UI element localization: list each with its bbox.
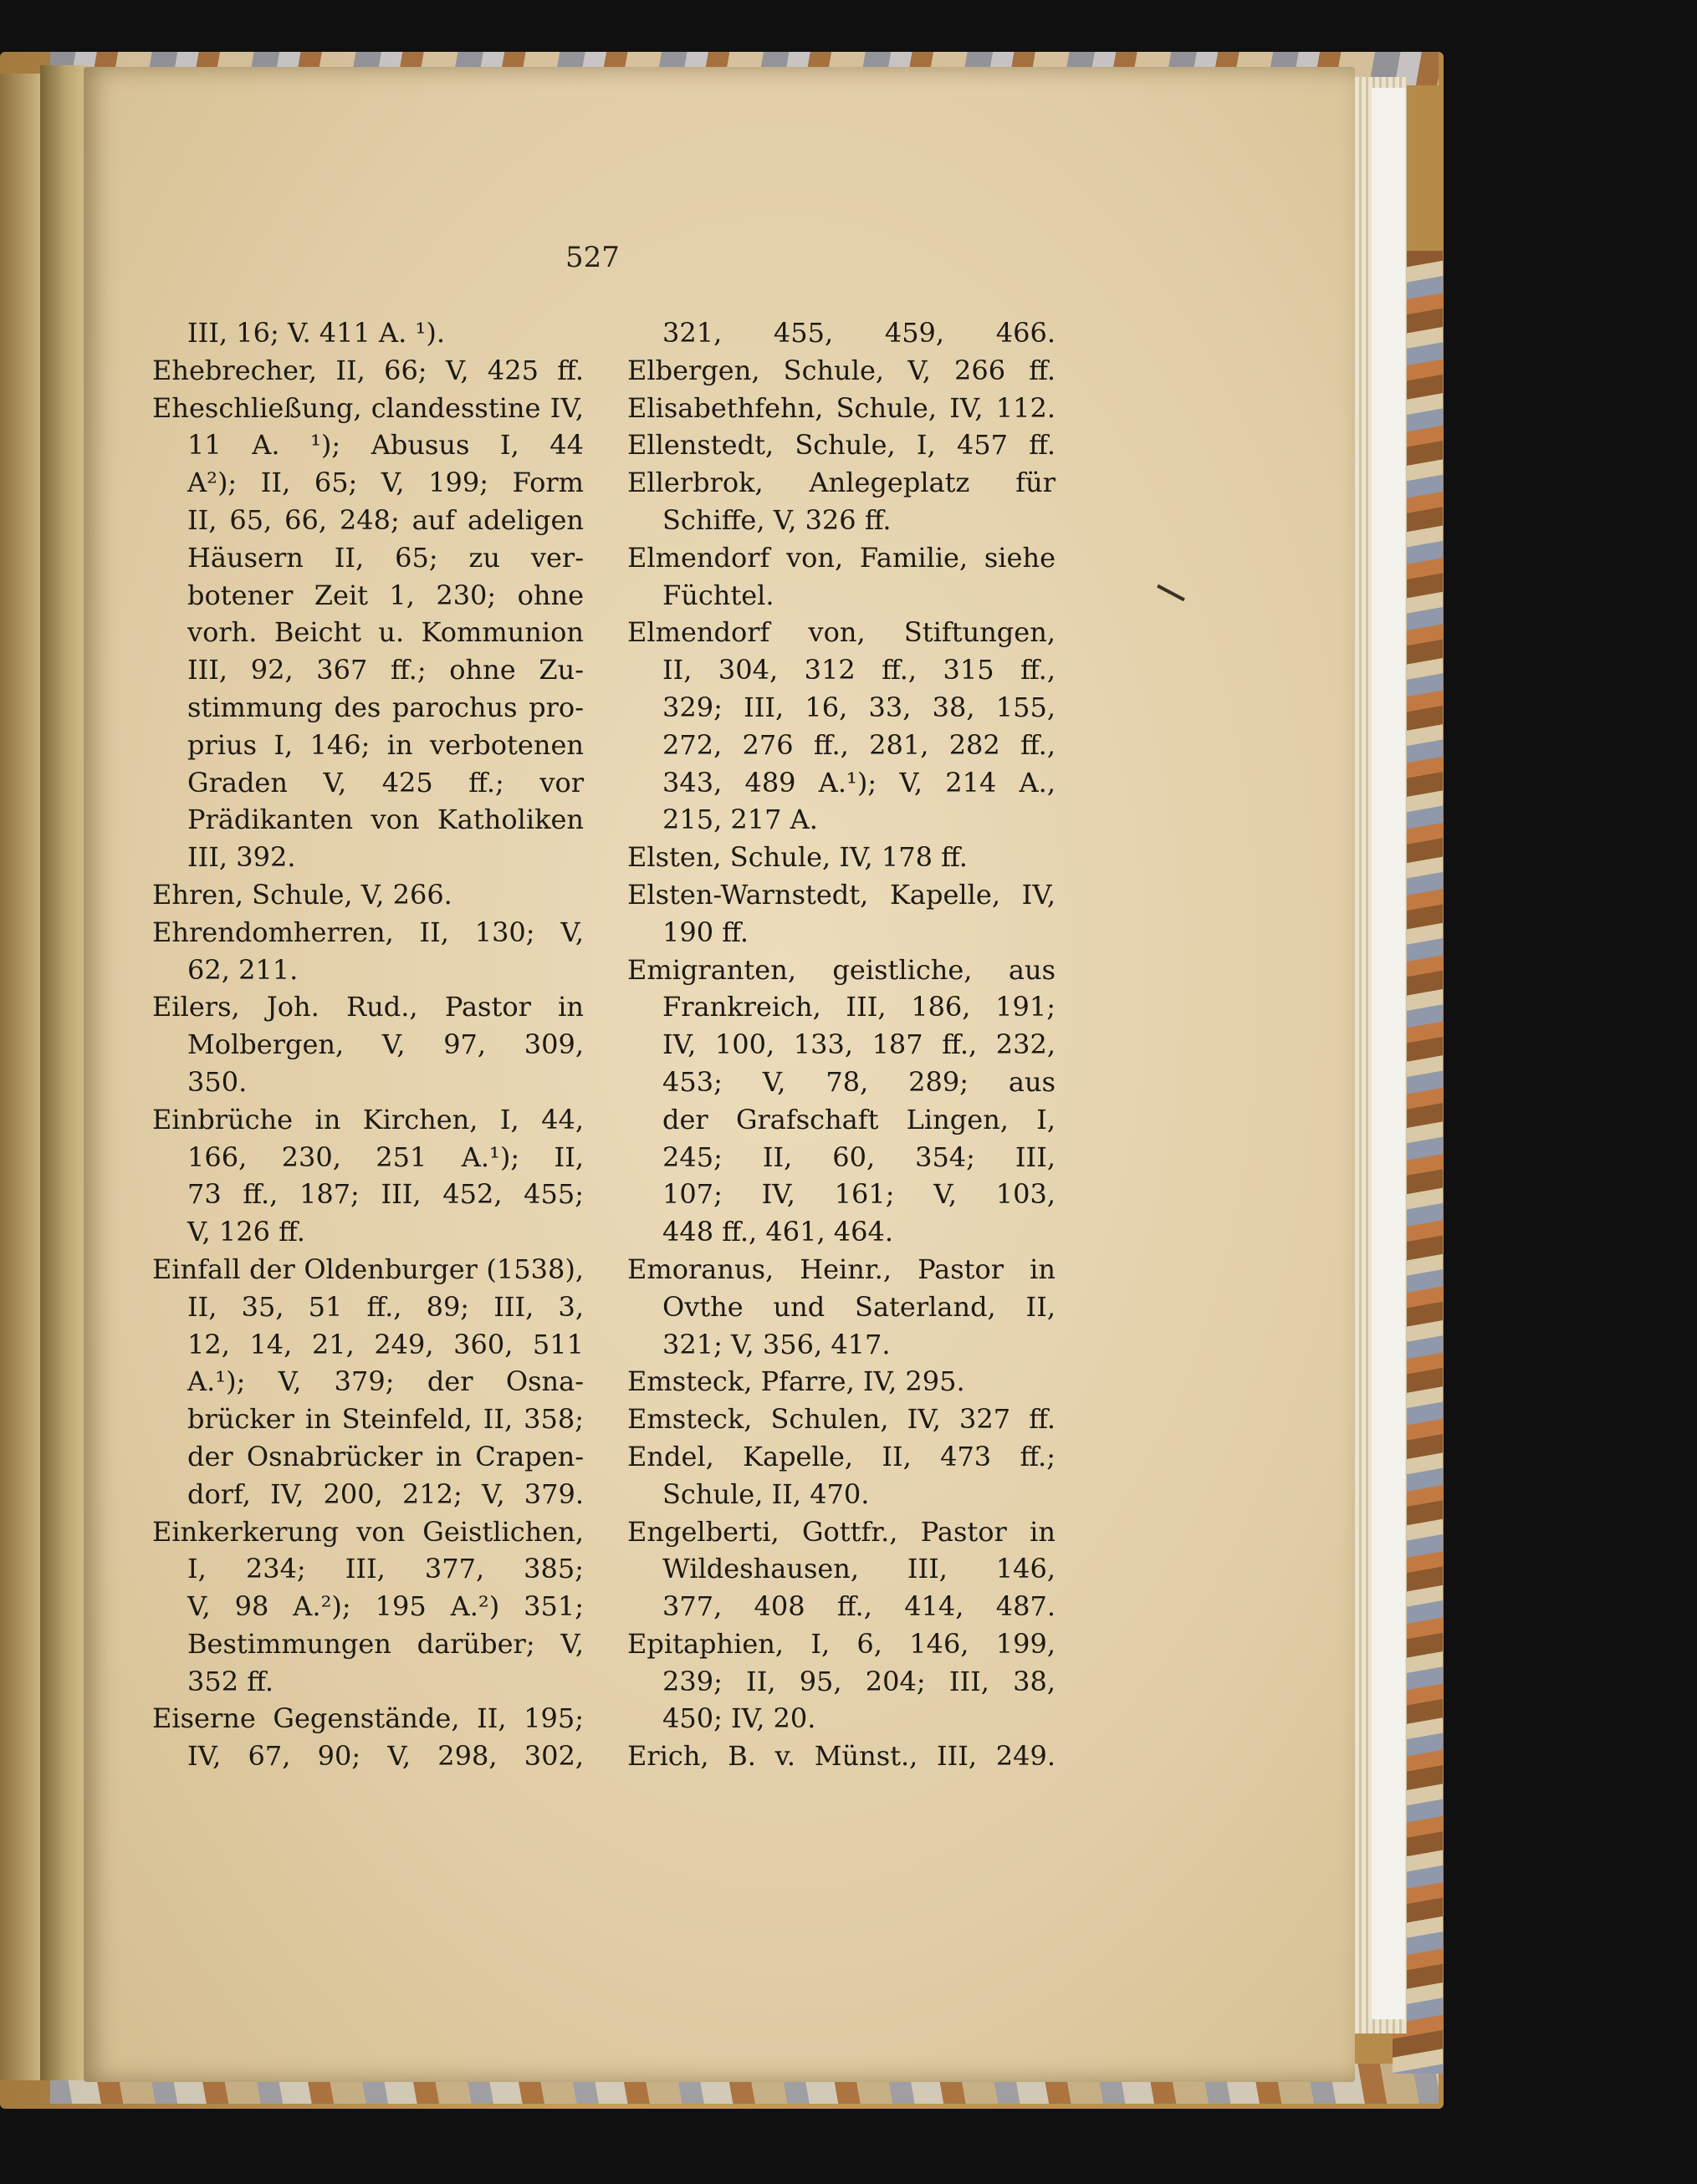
index-line: Emsteck, Schulen, IV, 327 ff. [627,1403,1056,1436]
index-line: Frankreich, III, 186, 191; [662,991,1056,1023]
index-line: Eiserne Gegenstände, II, 195; [152,1702,584,1735]
index-line: Schule, II, 470. [662,1477,870,1510]
index-line: brücker in Steinfeld, II, 358; [187,1403,584,1436]
index-line: 245; II, 60, 354; III, [662,1140,1056,1173]
index-line: I, 234; III, 377, 385; [187,1553,584,1585]
index-line: 11 A. ¹); Abusus I, 44 [187,429,584,462]
index-line: Elsten-Warnstedt, Kapelle, IV, [627,878,1056,911]
index-line: 448 ff., 461, 464. [662,1216,894,1248]
index-line: 166, 230, 251 A.¹); II, [187,1140,584,1173]
index-column-right [627,314,1056,1775]
index-line: V, 126 ff. [187,1216,305,1248]
index-line: Häusern II, 65; zu ver- [187,541,584,574]
index-line: Ehrendomherren, II, 130; V, [152,916,584,948]
index-line: Ellerbrok, Anlegeplatz für [627,467,1056,499]
index-line: II, 304, 312 ff., 315 ff., [662,654,1056,686]
index-line: Ehren, Schule, V, 266. [152,878,452,911]
index-line: Ehebrecher, II, 66; V, 425 ff. [152,354,584,386]
index-line: II, 65, 66, 248; auf adeligen [187,503,584,536]
index-line: botener Zeit 1, 230; ohne [187,579,584,611]
index-line: Einkerkerung von Geistlichen, [152,1515,584,1548]
white-paper-strip [1372,88,1405,2019]
index-line: Einfall der Oldenburger (1538), [152,1253,584,1285]
index-line: 321, 455, 459, 466. [662,317,1056,349]
index-line: Elmendorf von, Stiftungen, [627,616,1056,649]
index-line: IV, 67, 90; V, 298, 302, [187,1740,584,1773]
index-line: Eilers, Joh. Rud., Pastor in [152,991,584,1023]
index-line: Elbergen, Schule, V, 266 ff. [627,354,1056,386]
index-line: 190 ff. [662,916,749,948]
index-line: 73 ff., 187; III, 452, 455; [187,1178,584,1211]
index-line: III, 392. [187,841,296,874]
index-line: Schiffe, V, 326 ff. [662,503,892,536]
index-line: 239; II, 95, 204; III, 38, [662,1665,1056,1697]
index-line: II, 35, 51 ff., 89; III, 3, [187,1290,584,1323]
index-line: Elsten, Schule, IV, 178 ff. [627,841,968,874]
index-line: Epitaphien, I, 6, 146, 199, [627,1627,1056,1660]
index-line: Emsteck, Pfarre, IV, 295. [627,1365,965,1398]
index-line: Erich, B. v. Münst., III, 249. [627,1740,1056,1773]
index-line: der Grafschaft Lingen, I, [662,1103,1056,1135]
index-line: Emigranten, geistliche, aus [627,953,1056,986]
book-gutter [40,65,90,2080]
index-line: 377, 408 ff., 414, 487. [662,1590,1056,1623]
index-line: III, 92, 367 ff.; ohne Zu- [187,654,584,686]
index-line: 450; IV, 20. [662,1702,816,1735]
index-line: Endel, Kapelle, II, 473 ff.; [627,1440,1056,1472]
index-line: Füchtel. [662,579,774,611]
index-line: 321; V, 356, 417. [662,1328,891,1360]
index-line: Molbergen, V, 97, 309, [187,1028,584,1061]
index-line: 343, 489 A.¹); V, 214 A., [662,766,1056,799]
index-line: Prädikanten von Katholiken [187,804,584,836]
index-line: IV, 100, 133, 187 ff., 232, [662,1028,1056,1061]
index-line: Engelberti, Gottfr., Pastor in [627,1515,1056,1548]
index-line: Ovthe und Saterland, II, [662,1290,1056,1323]
index-line: Wildeshausen, III, 146, [662,1553,1056,1585]
index-column-left [152,314,584,1775]
index-line: Graden V, 425 ff.; vor [187,766,584,799]
index-line: Ellenstedt, Schule, I, 457 ff. [627,429,1056,462]
index-line: Elisabethfehn, Schule, IV, 112. [627,391,1056,424]
index-line: vorh. Beicht u. Kommunion [187,616,584,649]
index-line: Bestimmungen darüber; V, [187,1627,584,1660]
index-line: Eheschließung, clandesstine IV, [152,391,584,424]
index-line: 12, 14, 21, 249, 360, 511 [187,1328,584,1360]
index-line: 350. [187,1065,248,1098]
index-line: der Osnabrücker in Crapen- [187,1440,584,1472]
index-line: dorf, IV, 200, 212; V, 379. [187,1477,584,1510]
index-line: A.¹); V, 379; der Osna- [187,1365,584,1398]
page-number: 527 [565,241,620,274]
index-line: 215, 217 A. [662,804,818,836]
index-line: prius I, 146; in verbotenen [187,728,584,761]
index-line: 62, 211. [187,953,299,986]
index-line: 329; III, 16, 33, 38, 155, [662,691,1056,723]
index-line: A²); II, 65; V, 199; Form [187,467,584,499]
index-line: Emoranus, Heinr., Pastor in [627,1253,1056,1285]
index-line: 352 ff. [187,1665,274,1697]
index-line: 107; IV, 161; V, 103, [662,1178,1056,1211]
index-line: Einbrüche in Kirchen, I, 44, [152,1103,584,1135]
index-line: V, 98 A.²); 195 A.²) 351; [187,1590,584,1623]
index-line: III, 16; V. 411 A. ¹). [187,317,445,349]
index-line: Elmendorf von, Familie, siehe [627,541,1056,574]
index-line: stimmung des parochus pro- [187,691,584,723]
index-line: 453; V, 78, 289; aus [662,1065,1056,1098]
index-line: 272, 276 ff., 281, 282 ff., [662,728,1056,761]
left-page-edge [0,74,40,2080]
